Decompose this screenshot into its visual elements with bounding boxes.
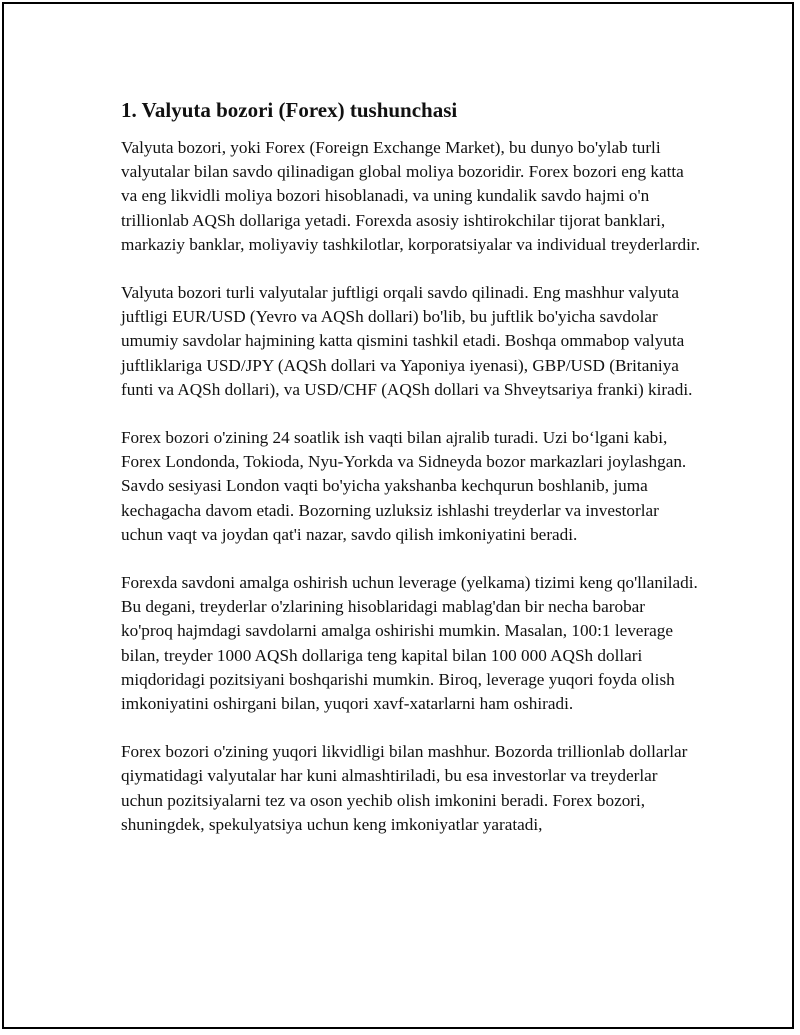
paragraph-1: Valyuta bozori, yoki Forex (Foreign Exchange Market), bu dunyo bo'ylab turli valyutalar bilan savdo qilinadigan global moliya bozoridir. Forex bozori eng katta va eng likvidli moliya bozori hisoblanadi, va uning kundalik savdo hajmi o'n trillionlab AQSh dollariga yetadi. Forexda asosiy ishtirokchilar tijorat banklari, markaziy banklar, moliyaviy tashkilotlar, korporatsiyalar va individual treyderlardir. — [121, 138, 700, 254]
paragraph-2: Valyuta bozori turli valyutalar juftligi orqali savdo qilinadi. Eng mashhur valyuta juftligi EUR/USD (Yevro va AQSh dollari) bo'lib, bu juftlik bo'yicha savdolar umumiy savdolar hajmining katta qismini tashkil etadi. Boshqa ommabop valyuta juftliklariga USD/JPY (AQSh dollari va Yaponiya iyenasi), GBP/USD (Britaniya funti va AQSh dollari), va USD/CHF (AQSh dollari va Shveytsariya franki) kiradi. — [121, 283, 693, 399]
paragraph-5: Forex bozori o'zining yuqori likvidligi bilan mashhur. Bozorda trillionlab dollarlar qiymatidagi valyutalar har kuni almashtiriladi, bu esa investorlar va treyderlar uchun pozitsiyalarni tez va oson yechib olish imkonini beradi. Forex bozori, shuningdek, spekulyatsiya uchun keng imkoniyatlar yaratadi, — [121, 742, 688, 834]
section-heading: 1. Valyuta bozori (Forex) tushunchasi — [121, 98, 458, 122]
paragraph-4: Forexda savdoni amalga oshirish uchun leverage (yelkama) tizimi keng qo'llaniladi. Bu degani, treyderlar o'zlarining hisoblaridagi mablag'dan bir necha barobar ko'proq hajmdagi savdolarni amalga oshirishi mumkin. Masalan, 100:1 leverage bilan, treyder 1000 AQSh dollariga teng kapital bilan 100 000 AQSh dollari miqdoridagi pozitsiyani boshqarishi mumkin. Biroq, leverage yuqori foyda olish imkoniyatini oshirgani bilan, yuqori xavf-xatarlarni ham oshiradi. — [121, 573, 698, 714]
document-content — [121, 96, 701, 861]
document-page — [2, 2, 794, 1029]
paragraph-3: Forex bozori o'zining 24 soatlik ish vaqti bilan ajralib turadi. Uzi bo‘lgani kabi, Forex Londonda, Tokioda, Nyu-Yorkda va Sidneyda bozor markazlari joylashgan. Savdo sesiyasi London vaqti bo'yicha yakshanba kechqurun boshlanib, juma kechagacha davom etadi. Bozorning uzluksiz ishlashi treyderlar va investorlar uchun vaqt va joydan qat'i nazar, savdo qilish imkoniyatini beradi. — [121, 428, 687, 544]
